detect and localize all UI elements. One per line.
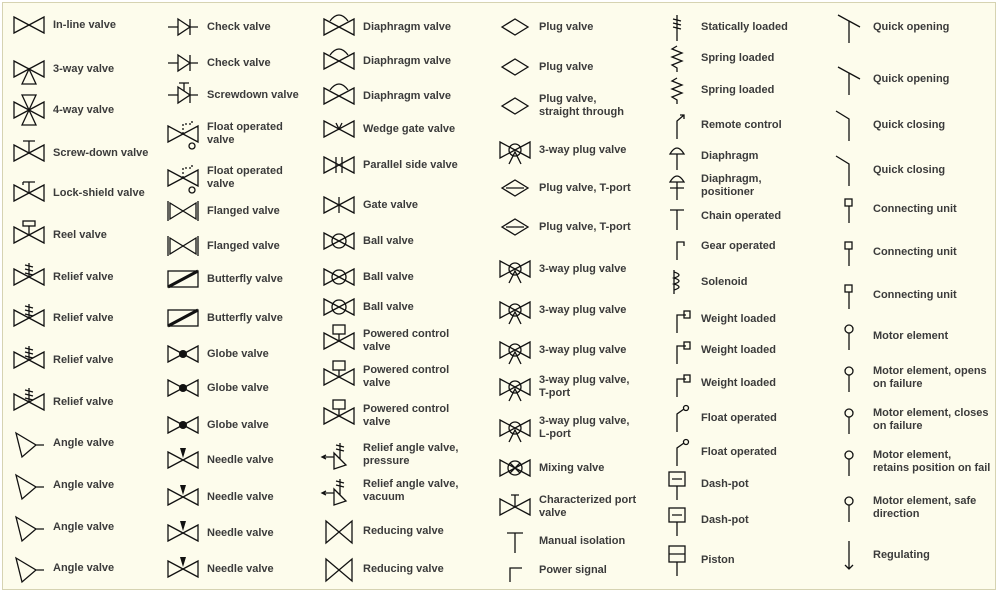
three-way-valve-icon <box>11 52 47 86</box>
symbol-label: Wedge gate valve <box>363 122 456 135</box>
four-way-valve-icon <box>11 93 47 127</box>
symbol-item <box>497 293 626 327</box>
plug-valve-icon <box>497 89 533 123</box>
powered-control-valve-icon <box>321 360 357 394</box>
column-2 <box>165 3 319 590</box>
diaphragm-valve-icon <box>321 44 357 78</box>
symbol-label: Mixing valve <box>539 461 605 474</box>
characterized-port-valve-icon <box>497 490 533 524</box>
symbol-label: Butterfly valve <box>207 311 283 324</box>
symbol-item <box>321 188 418 222</box>
piston-icon <box>659 543 695 577</box>
globe-valve-icon <box>165 408 201 442</box>
quick-closing-icon <box>831 153 867 187</box>
symbol-label: Angle valve <box>53 520 115 533</box>
chain-operated-icon <box>659 199 695 233</box>
connecting-unit-icon <box>831 192 867 226</box>
symbol-label: Angle valve <box>53 436 115 449</box>
symbol-item <box>11 426 114 460</box>
symbol-item <box>165 10 271 44</box>
butterfly-valve-icon <box>165 301 201 335</box>
plug-valve-icon <box>497 50 533 84</box>
connecting-unit-icon <box>831 235 867 269</box>
symbol-label: Motor element, retains position on fail <box>873 449 991 474</box>
symbol-item <box>165 337 269 371</box>
angle-valve-icon <box>11 510 47 544</box>
gate-valve-icon <box>321 188 357 222</box>
parallel-side-valve-icon <box>321 148 357 182</box>
symbol-item <box>165 408 269 442</box>
symbol-label: 3-way plug valve, L-port <box>539 415 630 440</box>
symbol-item <box>497 553 607 587</box>
symbol-label: Relief valve <box>53 270 114 283</box>
symbol-item <box>11 176 145 210</box>
quick-opening-icon <box>831 62 867 96</box>
symbol-item <box>11 551 114 585</box>
symbol-label: Powered control valve <box>363 328 450 353</box>
ball-valve-icon <box>321 260 357 294</box>
symbol-label: Diaphragm valve <box>363 89 452 102</box>
plug-valve-t-port-icon <box>497 210 533 244</box>
symbol-label: Powered control valve <box>363 364 450 389</box>
symbol-label: Powered control valve <box>363 403 450 428</box>
symbol-label: Butterfly valve <box>207 272 283 285</box>
three-way-plug-valve-icon <box>497 411 533 445</box>
symbol-item <box>11 343 114 377</box>
spring-loaded-icon <box>659 41 695 75</box>
symbol-label: Connecting unit <box>873 245 957 258</box>
symbol-label: 3-way plug valve, T-port <box>539 374 630 399</box>
float-operated-valve-icon <box>165 161 201 195</box>
symbol-label: Manual isolation <box>539 534 626 547</box>
motor-element-icon <box>831 491 867 525</box>
ball-valve-icon <box>321 290 357 324</box>
symbol-label: Globe valve <box>207 381 269 394</box>
symbol-label: 3-way plug valve <box>539 262 627 275</box>
relief-valve-icon <box>11 343 47 377</box>
remote-control-icon <box>659 108 695 142</box>
symbol-label: Flanged valve <box>207 204 280 217</box>
plug-valve-icon <box>497 10 533 44</box>
symbol-item <box>831 361 987 395</box>
symbol-label: Plug valve <box>539 20 594 33</box>
symbol-item <box>659 302 776 336</box>
reducing-valve-icon <box>321 514 357 548</box>
relief-valve-icon <box>11 260 47 294</box>
symbol-label: Regulating <box>873 548 930 561</box>
symbol-label: Parallel side valve <box>363 158 458 171</box>
symbol-item <box>659 333 776 367</box>
quick-closing-icon <box>831 108 867 142</box>
symbol-item <box>11 260 114 294</box>
symbol-item <box>321 148 458 182</box>
symbol-item <box>831 319 948 353</box>
symbol-label: Chain operated <box>701 209 782 222</box>
symbol-item <box>165 443 274 477</box>
symbol-item <box>497 411 629 445</box>
symbol-item <box>321 112 455 146</box>
symbol-label: Check valve <box>207 56 271 69</box>
three-way-plug-valve-icon <box>497 133 533 167</box>
symbol-label: Float operated valve <box>207 165 283 190</box>
symbol-item <box>659 503 749 537</box>
symbol-label: Quick opening <box>873 20 950 33</box>
relief-valve-icon <box>11 385 47 419</box>
weight-loaded-icon <box>659 366 695 400</box>
symbol-label: Flanged valve <box>207 239 280 252</box>
symbol-item <box>165 301 283 335</box>
diaphragm-icon <box>659 139 695 173</box>
symbol-item <box>497 89 624 123</box>
needle-valve-icon <box>165 516 201 550</box>
symbol-label: Connecting unit <box>873 202 957 215</box>
column-1 <box>11 3 161 590</box>
motor-element-icon <box>831 319 867 353</box>
flanged-valve-icon <box>165 229 201 263</box>
diaphragm-positioner-icon <box>659 169 695 203</box>
symbol-item <box>11 385 114 419</box>
reducing-valve-icon <box>321 552 357 586</box>
solenoid-icon <box>659 265 695 299</box>
symbol-item <box>321 438 458 472</box>
symbol-item <box>497 370 629 404</box>
lock-shield-valve-icon <box>11 176 47 210</box>
screw-down-valve-icon <box>11 136 47 170</box>
symbol-label: 3-way plug valve <box>539 303 627 316</box>
connecting-unit-icon <box>831 278 867 312</box>
symbol-item <box>659 435 777 469</box>
check-valve-icon <box>165 10 201 44</box>
symbol-item <box>165 262 283 296</box>
symbol-label: Plug valve, T-port <box>539 220 631 233</box>
symbol-item <box>497 10 593 44</box>
reel-valve-icon <box>11 218 47 252</box>
quick-opening-icon <box>831 10 867 44</box>
symbol-label: Motor element, safe direction <box>873 495 977 520</box>
gear-operated-icon <box>659 229 695 263</box>
relief-angle-valve-icon <box>321 438 357 472</box>
symbol-label: Relief valve <box>53 311 114 324</box>
symbol-item <box>321 44 451 78</box>
symbol-item <box>659 401 777 435</box>
symbol-label: Gear operated <box>701 239 776 252</box>
symbol-item <box>321 324 449 358</box>
screwdown-valve-icon <box>165 78 201 112</box>
symbol-label: Float operated <box>701 445 777 458</box>
angle-valve-icon <box>11 426 47 460</box>
symbol-label: Reel valve <box>53 228 107 241</box>
symbol-item <box>321 79 451 113</box>
symbol-label: Reducing valve <box>363 562 444 575</box>
symbol-label: 3-way valve <box>53 62 115 75</box>
symbol-item <box>165 480 274 514</box>
symbol-label: Float operated <box>701 411 777 424</box>
symbol-label: Needle valve <box>207 490 274 503</box>
three-way-plug-valve-icon <box>497 293 533 327</box>
symbol-item <box>831 235 957 269</box>
angle-valve-icon <box>11 468 47 502</box>
check-valve-icon <box>165 46 201 80</box>
symbol-label: 3-way plug valve <box>539 143 627 156</box>
symbol-label: Needle valve <box>207 526 274 539</box>
symbol-item <box>659 467 749 501</box>
symbol-item <box>165 117 283 151</box>
symbol-item <box>659 73 774 107</box>
symbol-label: Connecting unit <box>873 288 957 301</box>
symbol-item <box>659 108 782 142</box>
symbol-label: Diaphragm <box>701 149 759 162</box>
diaphragm-valve-icon <box>321 79 357 113</box>
symbol-label: Remote control <box>701 118 782 131</box>
symbol-item <box>165 46 271 80</box>
symbol-label: Plug valve <box>539 60 594 73</box>
symbol-label: Float operated valve <box>207 121 283 146</box>
symbol-label: Relief valve <box>53 395 114 408</box>
symbol-item <box>165 516 274 550</box>
symbol-item <box>831 491 976 525</box>
three-way-plug-valve-icon <box>497 370 533 404</box>
symbol-item <box>11 468 114 502</box>
motor-element-icon <box>831 403 867 437</box>
symbol-label: Relief angle valve, vacuum <box>363 478 459 503</box>
symbol-item <box>497 252 626 286</box>
symbol-item <box>831 108 945 142</box>
motor-element-icon <box>831 361 867 395</box>
symbol-label: Piston <box>701 553 735 566</box>
symbol-label: Spring loaded <box>701 83 775 96</box>
symbol-label: Power signal <box>539 563 607 576</box>
symbol-item <box>659 366 776 400</box>
symbol-item <box>659 169 762 203</box>
symbol-label: Lock-shield valve <box>53 186 145 199</box>
symbol-label: Spring loaded <box>701 51 775 64</box>
symbol-item <box>659 139 758 173</box>
relief-valve-icon <box>11 301 47 335</box>
weight-loaded-icon <box>659 302 695 336</box>
flanged-valve-icon <box>165 194 201 228</box>
dash-pot-icon <box>659 467 695 501</box>
column-6 <box>831 3 995 590</box>
symbol-label: Needle valve <box>207 453 274 466</box>
symbol-label: Check valve <box>207 20 271 33</box>
symbol-item <box>11 301 114 335</box>
symbol-label: Motor element, opens on failure <box>873 365 987 390</box>
symbol-item <box>11 510 114 544</box>
powered-control-valve-icon <box>321 324 357 358</box>
weight-loaded-icon <box>659 333 695 367</box>
symbol-item <box>321 224 414 258</box>
symbol-label: Globe valve <box>207 347 269 360</box>
globe-valve-icon <box>165 337 201 371</box>
symbol-label: Weight loaded <box>701 312 776 325</box>
needle-valve-icon <box>165 480 201 514</box>
angle-valve-icon <box>11 551 47 585</box>
symbol-item <box>659 543 735 577</box>
symbol-label: Dash-pot <box>701 513 749 526</box>
symbol-item <box>497 171 631 205</box>
float-operated-valve-icon <box>165 117 201 151</box>
dash-pot-icon <box>659 503 695 537</box>
symbol-item <box>497 490 636 524</box>
symbol-label: Plug valve, T-port <box>539 181 631 194</box>
wedge-gate-valve-icon <box>321 112 357 146</box>
column-5 <box>659 3 819 590</box>
powered-control-valve-icon <box>321 399 357 433</box>
butterfly-valve-icon <box>165 262 201 296</box>
symbol-label: Screwdown valve <box>207 88 299 101</box>
symbol-item <box>165 229 280 263</box>
symbol-label: Motor element <box>873 329 949 342</box>
symbol-label: 3-way plug valve <box>539 343 627 356</box>
symbol-label: Screw-down valve <box>53 146 149 159</box>
symbol-label: Motor element, closes on failure <box>873 407 989 432</box>
symbol-label: Ball valve <box>363 234 414 247</box>
relief-angle-valve-icon <box>321 474 357 508</box>
symbol-item <box>831 10 949 44</box>
symbol-item <box>11 8 116 42</box>
symbol-label: Reducing valve <box>363 524 444 537</box>
needle-valve-icon <box>165 443 201 477</box>
symbol-item <box>497 451 604 485</box>
symbol-label: Diaphragm valve <box>363 20 452 33</box>
statically-loaded-icon <box>659 10 695 44</box>
symbol-label: Plug valve, straight through <box>539 93 624 118</box>
symbol-item <box>165 371 269 405</box>
symbol-item <box>165 161 283 195</box>
inline-valve-icon <box>11 8 47 42</box>
symbol-item <box>321 514 444 548</box>
needle-valve-icon <box>165 552 201 586</box>
power-signal-icon <box>497 553 533 587</box>
symbol-item <box>165 194 280 228</box>
symbol-label: Gate valve <box>363 198 419 211</box>
symbol-item <box>659 199 781 233</box>
symbol-label: Angle valve <box>53 478 115 491</box>
symbol-label: Solenoid <box>701 275 748 288</box>
symbol-item <box>497 50 593 84</box>
symbol-item <box>321 552 444 586</box>
symbol-item <box>165 78 299 112</box>
symbol-label: Ball valve <box>363 270 414 283</box>
symbol-item <box>659 41 774 75</box>
symbol-label: Quick closing <box>873 163 946 176</box>
diaphragm-valve-icon <box>321 10 357 44</box>
symbol-label: Relief angle valve, pressure <box>363 442 459 467</box>
symbol-item <box>659 229 776 263</box>
symbol-item <box>321 360 449 394</box>
symbol-item <box>11 52 114 86</box>
symbol-item <box>831 192 957 226</box>
symbol-item <box>831 278 957 312</box>
symbol-item <box>321 10 451 44</box>
symbol-label: Dash-pot <box>701 477 749 490</box>
symbol-label: Weight loaded <box>701 376 776 389</box>
symbol-item <box>497 133 626 167</box>
symbol-label: Angle valve <box>53 561 115 574</box>
symbol-label: Relief valve <box>53 353 114 366</box>
symbol-label: Weight loaded <box>701 343 776 356</box>
symbol-item <box>11 136 148 170</box>
symbol-item <box>321 260 414 294</box>
symbol-item <box>497 333 626 367</box>
symbol-item <box>11 218 107 252</box>
symbol-label: 4-way valve <box>53 103 115 116</box>
symbol-item <box>321 290 414 324</box>
symbol-label: Quick opening <box>873 72 950 85</box>
symbol-item <box>831 62 949 96</box>
regulating-icon <box>831 538 867 572</box>
symbol-item <box>11 93 114 127</box>
symbol-label: Ball valve <box>363 300 414 313</box>
ball-valve-icon <box>321 224 357 258</box>
mixing-valve-icon <box>497 451 533 485</box>
valve-symbols-sheet <box>2 2 996 590</box>
float-operated-icon <box>659 435 695 469</box>
symbol-item <box>659 265 747 299</box>
symbol-label: Characterized port valve <box>539 494 637 519</box>
symbol-label: Diaphragm valve <box>363 54 452 67</box>
symbol-item <box>497 210 631 244</box>
motor-element-icon <box>831 445 867 479</box>
symbol-item <box>165 552 274 586</box>
symbol-item <box>659 10 788 44</box>
symbol-item <box>831 445 990 479</box>
symbol-label: In-line valve <box>53 18 116 31</box>
symbol-label: Diaphragm, positioner <box>701 173 762 198</box>
spring-loaded-icon <box>659 73 695 107</box>
column-3 <box>321 3 489 590</box>
three-way-plug-valve-icon <box>497 333 533 367</box>
symbol-item <box>831 153 945 187</box>
symbol-label: Globe valve <box>207 418 269 431</box>
symbol-item <box>321 399 449 433</box>
symbol-label: Needle valve <box>207 562 274 575</box>
float-operated-icon <box>659 401 695 435</box>
symbol-item <box>831 538 930 572</box>
symbol-label: Statically loaded <box>701 20 788 33</box>
three-way-plug-valve-icon <box>497 252 533 286</box>
column-4 <box>497 3 657 590</box>
plug-valve-t-port-icon <box>497 171 533 205</box>
symbol-item <box>831 403 989 437</box>
symbol-item <box>321 474 458 508</box>
symbol-label: Quick closing <box>873 118 946 131</box>
globe-valve-icon <box>165 371 201 405</box>
